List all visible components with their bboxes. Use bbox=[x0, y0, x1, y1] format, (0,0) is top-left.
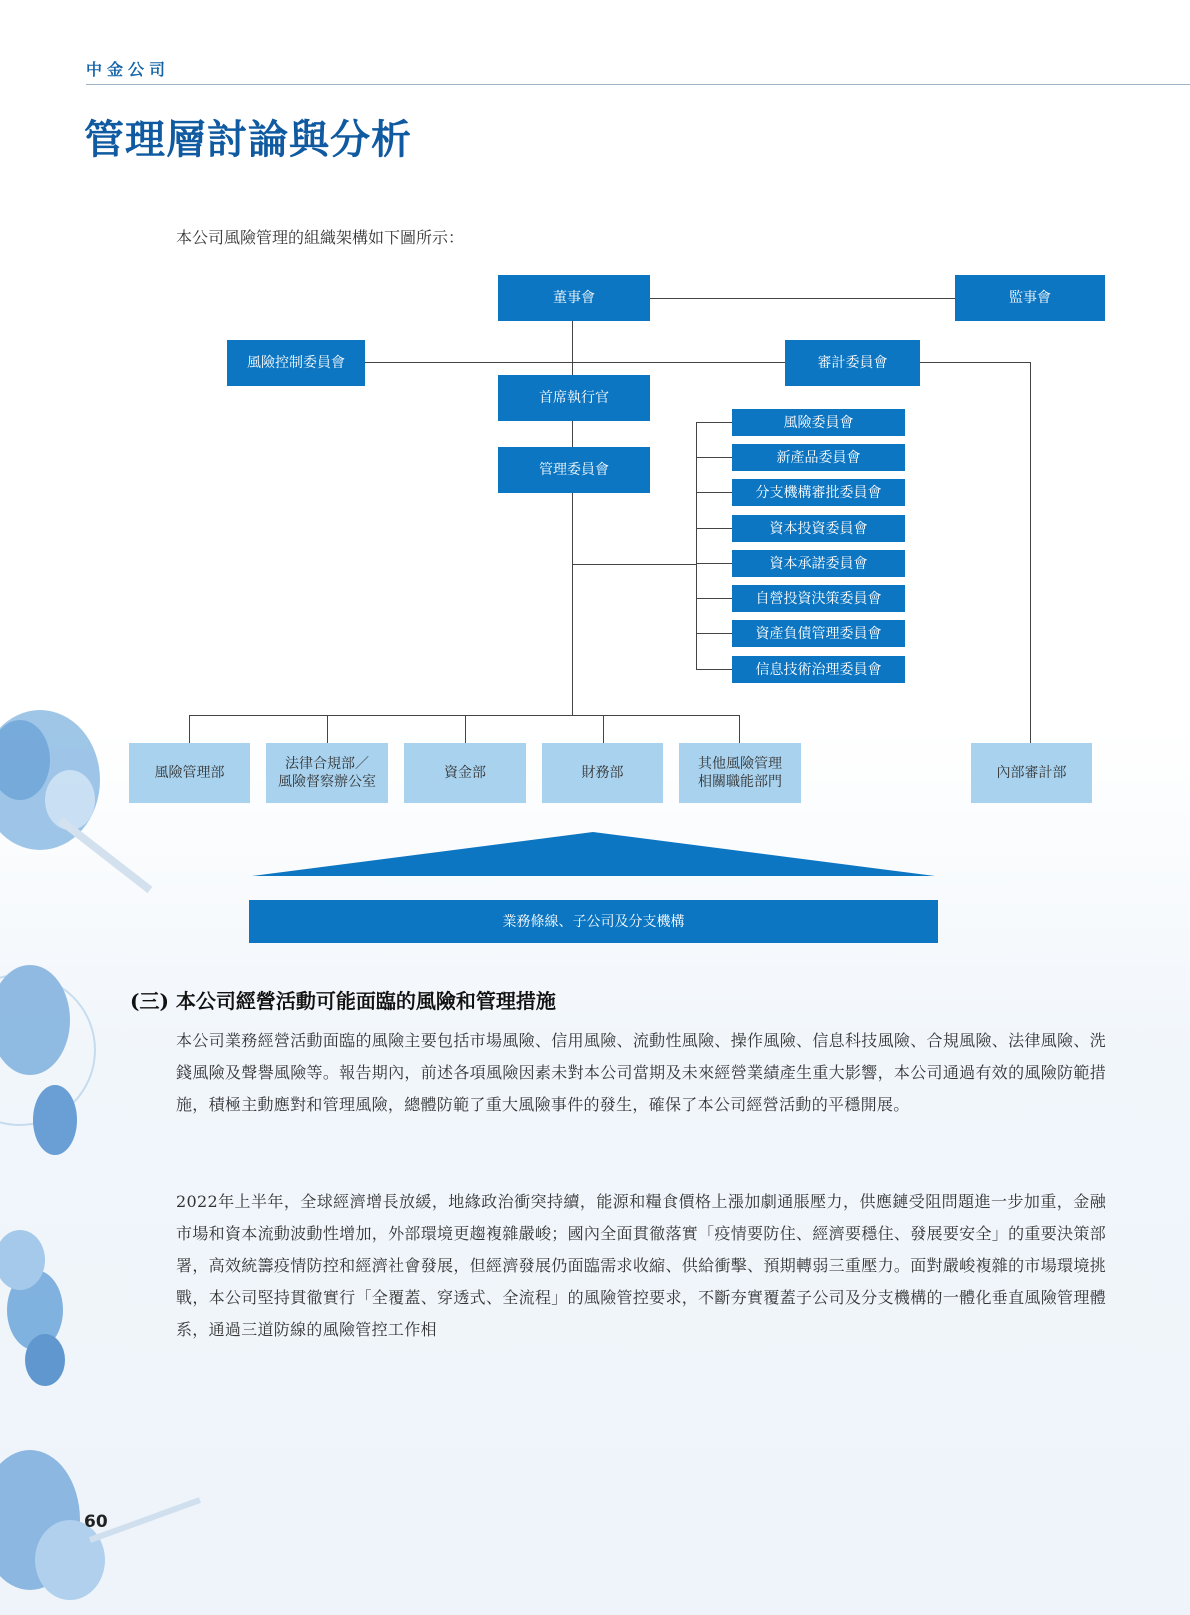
paragraph-1: 本公司業務經營活動面臨的風險主要包括市場風險、信用風險、流動性風險、操作風險、信息科技風險、合規風險、法律風險、洗錢風險及聲譽風險等。報告期內，前述各項風險因素未對本公司當期及未來經營業績產生重大影響，本公司通過有效的風險防範措施，積極主動應對和管理風險，總體防範了重大風險事件的發生，確保了本公司經營活動的平穩開展。 bbox=[176, 1031, 1106, 1114]
connector-line bbox=[696, 422, 697, 669]
connector-line bbox=[327, 715, 328, 743]
supervisors-box: 監事會 bbox=[955, 275, 1105, 321]
connector-line bbox=[696, 563, 732, 564]
connector-line bbox=[650, 298, 955, 299]
connector-line bbox=[920, 362, 1030, 363]
connector-line bbox=[603, 715, 604, 743]
connector-line bbox=[189, 715, 190, 743]
subcommittee-box: 信息技術治理委員會 bbox=[732, 656, 905, 683]
subcommittee-box: 分支機構審批委員會 bbox=[732, 479, 905, 506]
connector-line bbox=[465, 715, 466, 743]
internal-audit-box: 內部審計部 bbox=[971, 743, 1092, 803]
subcommittee-box: 風險委員會 bbox=[732, 409, 905, 436]
board-box: 董事會 bbox=[498, 275, 650, 321]
page-number: 60 bbox=[84, 1512, 108, 1532]
subcommittee-box: 資本承諾委員會 bbox=[732, 550, 905, 577]
department-box: 資金部 bbox=[404, 743, 526, 803]
connector-line bbox=[696, 492, 732, 493]
risk-control-committee-box: 風險控制委員會 bbox=[227, 340, 365, 386]
department-box: 法律合規部／ 風險督察辦公室 bbox=[266, 743, 388, 803]
connector-line bbox=[1030, 362, 1031, 744]
connector-line bbox=[696, 669, 732, 670]
page-title: 管理層討論與分析 bbox=[84, 116, 412, 163]
paragraph-2: 2022年上半年，全球經濟增長放緩，地緣政治衝突持續，能源和糧食價格上漲加劇通脹壓力，供應鏈受阻問題進一步加重，金融市場和資本流動波動性增加，外部環境更趨複雜嚴峻；國內全面貫徹落實「疫情要防住、經濟要穩住、發展要安全」的重要決策部署，高效統籌疫情防控和經濟社會發展，但經濟發展仍面臨需求收縮、供給衝擊、預期轉弱三重壓力。面對嚴峻複雜的市場環境挑戰，本公司堅持貫徹實行「全覆蓋、穿透式、全流程」的風險管控要求，不斷夯實覆蓋子公司及分支機構的一體化垂直風險管理體系，通過三道防線的風險管控工作相 bbox=[176, 1192, 1106, 1339]
subcommittee-box: 新產品委員會 bbox=[732, 444, 905, 471]
ceo-box: 首席執行官 bbox=[498, 375, 650, 421]
business-lines-box: 業務條線、子公司及分支機構 bbox=[249, 900, 938, 943]
connector-line bbox=[739, 715, 740, 743]
header-rule bbox=[86, 84, 1190, 85]
support-triangle bbox=[252, 832, 935, 877]
connector-line bbox=[572, 564, 697, 565]
connector-line bbox=[696, 598, 732, 599]
subcommittee-box: 資產負債管理委員會 bbox=[732, 620, 905, 647]
connector-line bbox=[696, 528, 732, 529]
intro-text: 本公司風險管理的組織架構如下圖所示： bbox=[176, 228, 465, 247]
department-box: 財務部 bbox=[542, 743, 663, 803]
management-committee-box: 管理委員會 bbox=[498, 447, 650, 493]
audit-committee-box: 審計委員會 bbox=[785, 340, 920, 386]
department-box: 其他風險管理 相關職能部門 bbox=[679, 743, 801, 803]
subcommittee-box: 資本投資委員會 bbox=[732, 515, 905, 542]
subcommittee-box: 自營投資決策委員會 bbox=[732, 585, 905, 612]
connector-line bbox=[365, 362, 785, 363]
section-heading: (三) 本公司經營活動可能面臨的風險和管理措施 bbox=[130, 989, 556, 1013]
connector-line bbox=[696, 633, 732, 634]
connector-line bbox=[696, 422, 732, 423]
connector-line bbox=[696, 457, 732, 458]
department-box: 風險管理部 bbox=[129, 743, 250, 803]
connector-line bbox=[189, 715, 739, 716]
company-name: 中金公司 bbox=[86, 60, 171, 79]
